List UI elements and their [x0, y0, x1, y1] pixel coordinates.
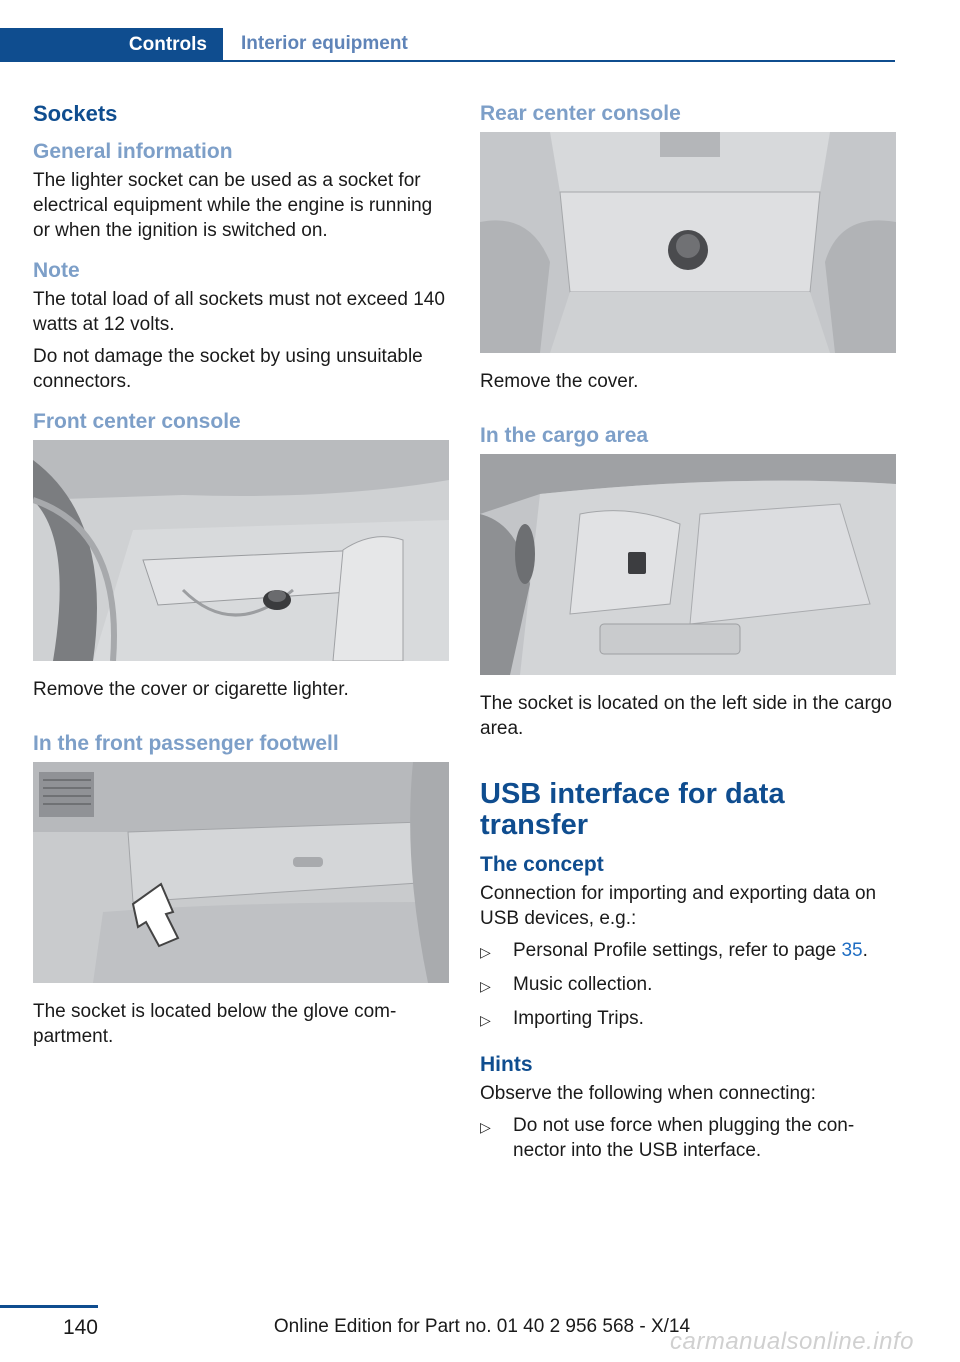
bullet-triangle-icon: ▷ — [480, 1119, 491, 1135]
cargo-heading: In the cargo area — [480, 424, 649, 447]
section-tab[interactable]: Controls — [0, 28, 223, 62]
concept-item-text: Music collection. — [513, 974, 653, 995]
note-text-2: Do not damage the socket by using unsuitable connectors. — [33, 346, 423, 392]
hints-item-text: Do not use force when plugging the connector into the USB interface. — [513, 1115, 855, 1161]
note-heading: Note — [33, 259, 80, 282]
cargo-figure — [480, 454, 896, 675]
watermark-logo: carmanualsonline.info — [670, 1328, 914, 1355]
sockets-title: Sockets — [33, 101, 118, 126]
footwell-figure — [33, 762, 449, 983]
front-console-caption: Remove the cover or cigarette lighter. — [33, 679, 349, 700]
footwell-caption: The socket is located below the glove compartment. — [33, 1001, 397, 1047]
page-number: 140 — [62, 1316, 98, 1339]
rear-console-caption: Remove the cover. — [480, 371, 639, 392]
chapter-tab[interactable]: Interior equipment — [241, 33, 408, 54]
concept-item-text: Personal Profile settings, refer to page 35. — [513, 940, 868, 961]
page-link[interactable]: 35 — [841, 940, 863, 961]
front-console-heading: Front center console — [33, 410, 241, 433]
front-console-figure — [33, 440, 449, 661]
rear-console-heading: Rear center console — [480, 102, 681, 125]
footwell-heading: In the front passenger footwell — [33, 732, 339, 755]
concept-text: Connection for importing and exporting data on USB devices, e.g.: — [480, 883, 877, 929]
hints-list-item — [480, 1113, 896, 1163]
hints-heading: Hints — [480, 1053, 533, 1076]
cargo-caption: The socket is located on the left side in the cargo area. — [480, 693, 892, 739]
concept-list-item — [480, 1006, 896, 1033]
concept-list-item — [480, 972, 896, 999]
note-text-1: The total load of all sockets must not exceed 140 watts at 12 volts. — [33, 289, 445, 335]
usb-heading: USB interface for data transfer — [480, 778, 785, 841]
bullet-triangle-icon: ▷ — [480, 1012, 491, 1028]
footer-rule — [0, 1305, 98, 1308]
left-column — [33, 100, 449, 1056]
edition-note: Online Edition for Part no. 01 40 2 956 568 - X/14 — [273, 1316, 691, 1337]
general-info-text: The lighter socket can be used as a socket for electrical equipment while the engine is running or when the ignition is switched on. — [33, 170, 433, 241]
running-header — [0, 28, 895, 62]
bullet-triangle-icon: ▷ — [480, 944, 491, 960]
general-info-heading: General information — [33, 140, 233, 163]
hints-text: Observe the following when connecting: — [480, 1083, 816, 1104]
concept-item-text: Importing Trips. — [513, 1008, 644, 1029]
concept-heading: The concept — [480, 853, 604, 876]
right-column — [480, 100, 896, 1170]
bullet-triangle-icon: ▷ — [480, 978, 491, 994]
rear-console-figure — [480, 132, 896, 353]
header-rule — [0, 60, 895, 62]
concept-list-item — [480, 938, 896, 965]
